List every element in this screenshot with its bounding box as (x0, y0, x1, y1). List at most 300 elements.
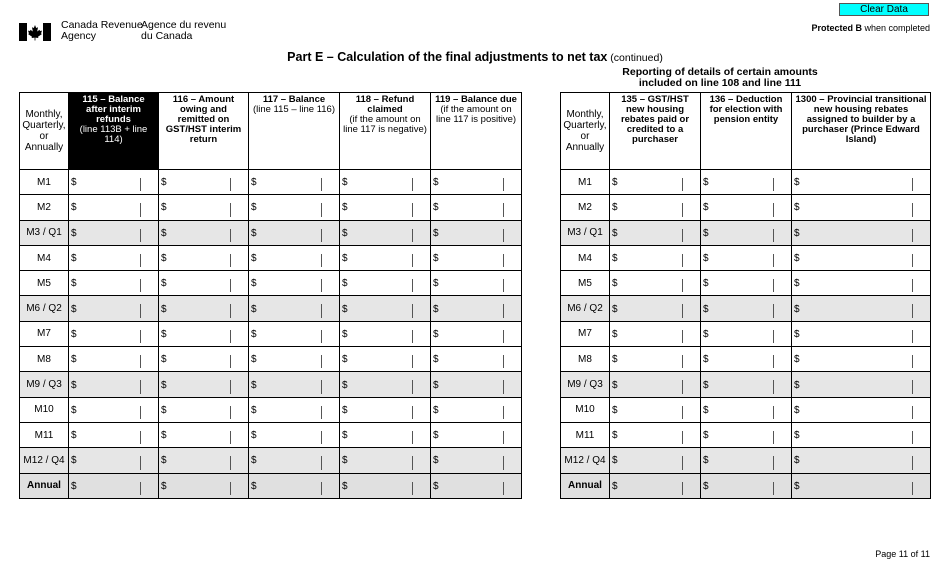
amount-cell (249, 220, 340, 245)
cents-divider (412, 355, 413, 368)
dollar-sign: $ (794, 480, 800, 492)
amount-cell (610, 347, 701, 372)
amount-input[interactable] (620, 223, 680, 243)
amount-cell (159, 271, 249, 296)
cents-divider (321, 229, 322, 242)
amount-cell (792, 245, 931, 270)
clear-data-button[interactable]: Clear Data (839, 3, 929, 16)
amount-cell (159, 347, 249, 372)
amount-input[interactable] (620, 273, 680, 293)
amount-input[interactable] (802, 197, 910, 217)
cents-divider (773, 380, 774, 393)
cents-divider (140, 482, 141, 495)
amount-input[interactable] (350, 223, 410, 243)
dollar-sign: $ (251, 177, 257, 189)
amount-input[interactable] (441, 400, 501, 420)
amount-cell (610, 422, 701, 447)
amount-input[interactable] (620, 324, 680, 344)
left-table-row (20, 448, 522, 473)
cents-divider (682, 406, 683, 419)
amount-input[interactable] (350, 476, 410, 496)
amount-input[interactable] (802, 324, 910, 344)
amount-input[interactable] (350, 400, 410, 420)
cents-divider (773, 279, 774, 292)
amount-input[interactable] (169, 324, 228, 344)
cents-divider (230, 254, 231, 267)
dollar-sign: $ (433, 177, 439, 189)
amount-input[interactable] (79, 374, 138, 394)
amount-input[interactable] (441, 425, 501, 445)
amount-cell (701, 296, 792, 321)
right-table-row (561, 397, 931, 422)
cents-divider (503, 279, 504, 292)
right-table-row (561, 321, 931, 346)
agency-en-line1: Canada Revenue (61, 19, 143, 31)
amount-input[interactable] (169, 273, 228, 293)
period-label: M1 (561, 170, 610, 195)
amount-cell (340, 220, 431, 245)
amount-input[interactable] (711, 273, 771, 293)
dollar-sign: $ (342, 379, 348, 391)
period-label: M3 / Q1 (20, 220, 69, 245)
dollar-sign: $ (342, 455, 348, 467)
amount-cell (249, 296, 340, 321)
amount-input[interactable] (259, 172, 319, 192)
cents-divider (230, 330, 231, 343)
amount-cell (701, 271, 792, 296)
amount-input[interactable] (169, 197, 228, 217)
amount-cell (431, 170, 522, 195)
cents-divider (321, 178, 322, 191)
dollar-sign: $ (794, 278, 800, 290)
amount-cell (431, 448, 522, 473)
amount-input[interactable] (169, 476, 228, 496)
left-table-row (20, 422, 522, 447)
cents-divider (230, 178, 231, 191)
column-119-note: (if the amount on line 117 is positive) (435, 104, 517, 125)
amount-input[interactable] (169, 223, 228, 243)
left-table-row (20, 372, 522, 397)
period-label: M4 (561, 245, 610, 270)
dollar-sign: $ (161, 404, 167, 416)
amount-input[interactable] (79, 450, 138, 470)
cents-divider (682, 431, 683, 444)
amount-cell (340, 245, 431, 270)
amount-input[interactable] (169, 400, 228, 420)
left-table-row (20, 220, 522, 245)
cents-divider (682, 355, 683, 368)
dollar-sign: $ (794, 455, 800, 467)
cents-divider (912, 456, 913, 469)
amount-input[interactable] (620, 349, 680, 369)
amount-cell (159, 296, 249, 321)
period-column-header: Monthly, Quarterly, or Annually (20, 93, 69, 170)
amount-input[interactable] (441, 476, 501, 496)
amount-input[interactable] (259, 223, 319, 243)
amount-input[interactable] (802, 400, 910, 420)
dollar-sign: $ (794, 177, 800, 189)
cents-divider (321, 355, 322, 368)
amount-cell (701, 372, 792, 397)
dollar-sign: $ (342, 202, 348, 214)
amount-input[interactable] (441, 298, 501, 318)
amount-input[interactable] (259, 400, 319, 420)
dollar-sign: $ (794, 379, 800, 391)
amount-cell (792, 296, 931, 321)
amount-input[interactable] (350, 324, 410, 344)
amount-input[interactable] (441, 223, 501, 243)
column-header-117 (249, 93, 340, 170)
amount-input[interactable] (350, 197, 410, 217)
amount-cell (69, 422, 159, 447)
amount-input[interactable] (79, 172, 138, 192)
cents-divider (682, 482, 683, 495)
left-table-row (20, 296, 522, 321)
column-header-135 (610, 93, 701, 170)
dollar-sign: $ (794, 328, 800, 340)
reporting-title-line2: included on line 108 and line 111 (638, 77, 802, 89)
cents-divider (912, 254, 913, 267)
cents-divider (912, 330, 913, 343)
amount-input[interactable] (441, 324, 501, 344)
amount-input[interactable] (711, 450, 771, 470)
cents-divider (682, 304, 683, 317)
cents-divider (773, 304, 774, 317)
amount-input[interactable] (79, 476, 138, 496)
amount-input[interactable] (169, 374, 228, 394)
amount-input[interactable] (169, 172, 228, 192)
amount-input[interactable] (79, 349, 138, 369)
amount-cell (792, 321, 931, 346)
cents-divider (140, 380, 141, 393)
amount-input[interactable] (259, 476, 319, 496)
amount-input[interactable] (711, 197, 771, 217)
amount-cell (69, 321, 159, 346)
cents-divider (503, 178, 504, 191)
dollar-sign: $ (703, 303, 709, 315)
amount-cell (340, 321, 431, 346)
cents-divider (682, 380, 683, 393)
column-118-note: (if the amount on line 117 is negative) (343, 114, 427, 135)
dollar-sign: $ (433, 303, 439, 315)
dollar-sign: $ (794, 227, 800, 239)
cents-divider (682, 330, 683, 343)
amount-input[interactable] (350, 273, 410, 293)
cents-divider (503, 203, 504, 216)
dollar-sign: $ (433, 480, 439, 492)
amount-input[interactable] (169, 298, 228, 318)
dollar-sign: $ (703, 253, 709, 265)
protected-suffix: when completed (861, 23, 930, 33)
amount-input[interactable] (259, 450, 319, 470)
amount-input[interactable] (79, 273, 138, 293)
amount-cell (340, 271, 431, 296)
dollar-sign: $ (161, 253, 167, 265)
cents-divider (912, 380, 913, 393)
right-table-row (561, 271, 931, 296)
amount-cell (701, 448, 792, 473)
cents-divider (412, 178, 413, 191)
amount-input[interactable] (259, 324, 319, 344)
amount-cell (159, 195, 249, 220)
cents-divider (321, 304, 322, 317)
cents-divider (682, 178, 683, 191)
amount-input[interactable] (711, 349, 771, 369)
amount-input[interactable] (711, 298, 771, 318)
amount-cell (431, 296, 522, 321)
amount-cell (69, 220, 159, 245)
dollar-sign: $ (71, 278, 77, 290)
amount-input[interactable] (169, 450, 228, 470)
right-table-row (561, 347, 931, 372)
amount-cell (431, 422, 522, 447)
amount-input[interactable] (79, 400, 138, 420)
amount-input[interactable] (711, 476, 771, 496)
amount-cell (159, 220, 249, 245)
amount-input[interactable] (711, 400, 771, 420)
dollar-sign: $ (251, 480, 257, 492)
column-135-title: 135 – GST/HST new housing rebates paid or credited to a purchaser (620, 94, 690, 145)
amount-input[interactable] (441, 374, 501, 394)
amount-input[interactable] (259, 425, 319, 445)
amount-input[interactable] (79, 298, 138, 318)
amount-cell (792, 397, 931, 422)
amount-cell (792, 220, 931, 245)
amount-input[interactable] (711, 248, 771, 268)
dollar-sign: $ (433, 430, 439, 442)
amount-input[interactable] (711, 374, 771, 394)
cents-divider (773, 482, 774, 495)
cents-divider (321, 456, 322, 469)
amount-cell (610, 195, 701, 220)
amount-cell (792, 347, 931, 372)
cents-divider (321, 254, 322, 267)
dollar-sign: $ (703, 430, 709, 442)
cents-divider (140, 279, 141, 292)
dollar-sign: $ (794, 253, 800, 265)
amount-input[interactable] (79, 223, 138, 243)
cents-divider (773, 203, 774, 216)
dollar-sign: $ (433, 404, 439, 416)
amount-input[interactable] (441, 273, 501, 293)
period-label: M11 (20, 422, 69, 447)
cents-divider (912, 279, 913, 292)
dollar-sign: $ (433, 455, 439, 467)
cents-divider (230, 229, 231, 242)
right-table-row (561, 372, 931, 397)
column-header-115 (69, 93, 159, 170)
dollar-sign: $ (433, 328, 439, 340)
cents-divider (412, 456, 413, 469)
cents-divider (321, 330, 322, 343)
amount-input[interactable] (350, 172, 410, 192)
amount-input[interactable] (620, 400, 680, 420)
amount-input[interactable] (169, 349, 228, 369)
amount-input[interactable] (259, 349, 319, 369)
amount-input[interactable] (620, 248, 680, 268)
dollar-sign: $ (161, 455, 167, 467)
cents-divider (412, 431, 413, 444)
column-115-title: 115 – Balance after interim refunds (82, 94, 145, 125)
dollar-sign: $ (794, 354, 800, 366)
dollar-sign: $ (342, 278, 348, 290)
column-header-119 (431, 93, 522, 170)
amount-cell (249, 448, 340, 473)
amount-input[interactable] (79, 324, 138, 344)
cents-divider (140, 330, 141, 343)
amount-input[interactable] (441, 197, 501, 217)
dollar-sign: $ (161, 480, 167, 492)
period-label: M8 (20, 347, 69, 372)
period-label: M11 (561, 422, 610, 447)
dollar-sign: $ (342, 303, 348, 315)
dollar-sign: $ (71, 430, 77, 442)
dollar-sign: $ (71, 455, 77, 467)
cents-divider (912, 406, 913, 419)
dollar-sign: $ (71, 177, 77, 189)
amount-input[interactable] (711, 425, 771, 445)
amount-input[interactable] (802, 223, 910, 243)
amount-input[interactable] (620, 476, 680, 496)
amount-input[interactable] (802, 273, 910, 293)
amount-input[interactable] (169, 425, 228, 445)
cents-divider (140, 229, 141, 242)
amount-input[interactable] (350, 349, 410, 369)
dollar-sign: $ (703, 227, 709, 239)
amount-input[interactable] (350, 450, 410, 470)
amount-cell (610, 321, 701, 346)
cents-divider (503, 330, 504, 343)
amount-cell (69, 347, 159, 372)
cents-divider (140, 304, 141, 317)
cents-divider (773, 178, 774, 191)
amount-input[interactable] (620, 298, 680, 318)
column-117-title: 117 – Balance (262, 94, 326, 105)
amount-cell (431, 473, 522, 498)
amount-cell (340, 296, 431, 321)
amount-input[interactable] (441, 349, 501, 369)
amount-input[interactable] (259, 273, 319, 293)
amount-input[interactable] (441, 172, 501, 192)
amount-cell (69, 296, 159, 321)
dollar-sign: $ (342, 430, 348, 442)
period-column-header: Monthly, Quarterly, or Annually (561, 93, 610, 170)
dollar-sign: $ (612, 430, 618, 442)
cents-divider (773, 229, 774, 242)
canada-flag-logo (19, 23, 51, 41)
amount-input[interactable] (441, 248, 501, 268)
amount-input[interactable] (711, 172, 771, 192)
cents-divider (230, 456, 231, 469)
amount-input[interactable] (441, 450, 501, 470)
amount-input[interactable] (259, 197, 319, 217)
dollar-sign: $ (612, 455, 618, 467)
dollar-sign: $ (612, 253, 618, 265)
amount-cell (792, 271, 931, 296)
amount-input[interactable] (259, 374, 319, 394)
amount-input[interactable] (620, 374, 680, 394)
cents-divider (140, 406, 141, 419)
amount-input[interactable] (802, 248, 910, 268)
cents-divider (140, 254, 141, 267)
amount-cell (792, 195, 931, 220)
amount-input[interactable] (620, 450, 680, 470)
left-table-row (20, 473, 522, 498)
amount-input[interactable] (620, 425, 680, 445)
period-label: M7 (561, 321, 610, 346)
dollar-sign: $ (794, 404, 800, 416)
dollar-sign: $ (612, 278, 618, 290)
period-label: M5 (20, 271, 69, 296)
amount-cell (610, 220, 701, 245)
cents-divider (230, 304, 231, 317)
amount-input[interactable] (802, 425, 910, 445)
amount-input[interactable] (802, 298, 910, 318)
dollar-sign: $ (703, 328, 709, 340)
amount-input[interactable] (79, 248, 138, 268)
amount-input[interactable] (79, 425, 138, 445)
dollar-sign: $ (71, 480, 77, 492)
cents-divider (773, 254, 774, 267)
amount-input[interactable] (350, 298, 410, 318)
cents-divider (230, 380, 231, 393)
amount-input[interactable] (802, 476, 910, 496)
cents-divider (230, 482, 231, 495)
amount-input[interactable] (79, 197, 138, 217)
amount-cell (249, 271, 340, 296)
cents-divider (230, 203, 231, 216)
amount-input[interactable] (620, 172, 680, 192)
amount-input[interactable] (711, 223, 771, 243)
amount-cell (340, 347, 431, 372)
left-table-row (20, 397, 522, 422)
cents-divider (912, 178, 913, 191)
amount-cell (701, 422, 792, 447)
amount-cell (431, 347, 522, 372)
cents-divider (412, 406, 413, 419)
period-label: M10 (20, 397, 69, 422)
amount-input[interactable] (350, 425, 410, 445)
amount-cell (159, 422, 249, 447)
left-table-row (20, 321, 522, 346)
amount-input[interactable] (169, 248, 228, 268)
period-label: M5 (561, 271, 610, 296)
amount-input[interactable] (802, 172, 910, 192)
amount-cell (610, 473, 701, 498)
amount-input[interactable] (620, 197, 680, 217)
cents-divider (140, 431, 141, 444)
amount-input[interactable] (711, 324, 771, 344)
agency-fr-line1: Agence du revenu (141, 19, 227, 31)
cents-divider (321, 431, 322, 444)
amount-input[interactable] (802, 450, 910, 470)
cents-divider (503, 482, 504, 495)
amount-input[interactable] (802, 349, 910, 369)
amount-cell (610, 296, 701, 321)
amount-input[interactable] (802, 374, 910, 394)
amount-cell (159, 170, 249, 195)
column-header-116 (159, 93, 249, 170)
amount-input[interactable] (350, 248, 410, 268)
amount-cell (701, 473, 792, 498)
amount-input[interactable] (350, 374, 410, 394)
cents-divider (503, 406, 504, 419)
dollar-sign: $ (612, 379, 618, 391)
amount-input[interactable] (259, 298, 319, 318)
amount-input[interactable] (259, 248, 319, 268)
agency-name-english (61, 20, 143, 42)
amount-cell (610, 372, 701, 397)
